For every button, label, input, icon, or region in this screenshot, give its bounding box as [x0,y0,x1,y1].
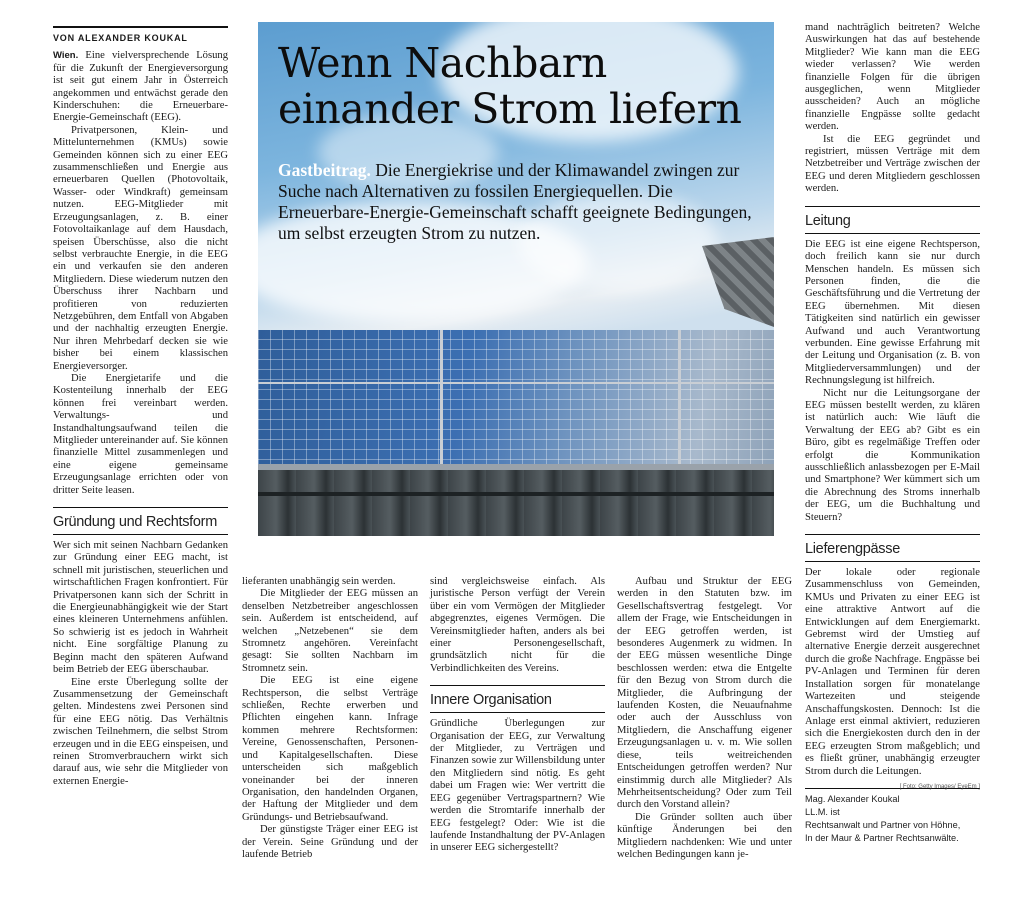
panel-frame [440,330,443,470]
author-bio: Mag. Alexander Koukal LL.M. ist Rechtsanwalt und Partner von Höhne, In der Maur & Partner Rechtsanwälte. [805,788,980,845]
article-column-2 [242,576,418,861]
paragraph: sind vergleichsweise einfach. Als juristische Person verfügt der Verein über ein vom Vermögen der Mitglieder abgegrenztes, eigenes Vermögen. Die Vereinsmitglieder haften, anders als bei einer Personengesellschaft, grundsätzlich nicht für die Verbindlichkeiten des Vereins. [430,576,605,674]
solar-panels [258,330,774,470]
paragraph: Die Energietarife und die Kostenteilung innerhalb der EEG können frei vereinbart werden. Verwaltungs- und Instandhaltungsaufwand teilen die Mitglieder untereinander auf. Sie können finanzielle Mittel zusammenlegen und eine eigene gemeinsame Erzeugungsanlage errichten oder von dritter Seite leasen. [53,372,228,496]
paragraph: Die EEG ist eine eigene Rechtsperson, doch freilich kann sie nur durch Menschen handeln. Es müssen sich Personen finden, die die Geschäftsführung und die Vertretung der EEG übernehmen. Mit diesen Tätigkeiten sind natürlich ein gewisser Aufwand und auch Verantwortung verbunden. Eine gewisse Erfahrung mit der Leitung und Organisation (z. B. von Mitgliederversammlungen) und der Rechnungslegung ist hilfreich. [805,238,980,387]
section-heading-gruendung: Gründung und Rechtsform [53,507,228,535]
lead-kicker: Gastbeitrag. [278,160,371,180]
roof-tiles [258,470,774,536]
article-column-4 [617,576,792,861]
article-column-3 [430,576,605,855]
article-column-1 [53,26,228,788]
panel-frame [258,382,774,384]
paragraph: Wien. Eine vielversprechende Lösung für die Zukunft der Energieversorgung ist seit gut einem Jahr in Österreich angekommen und entwächst gerade den Kinderschuhen: die Erneuerbare-Energie-Gemeinschaft (EEG). [53,50,228,124]
article-column-5 [805,22,980,845]
lead-paragraph: Gastbeitrag. Die Energiekrise und der Klimawandel zwingen zur Suche nach Alternativen zu fossilen Energiequellen. Die Erneuerbare-Energie-Gemeinschaft schafft geeignete Bedingungen, um selbst erzeugten Strom zu nutzen. [278,160,752,243]
byline: VON ALEXANDER KOUKAL [53,26,228,44]
section-heading-innere-organisation: Innere Organisation [430,685,605,713]
headline: Wenn Nachbarn einander Strom liefern [278,39,742,133]
paragraph: Der lokale oder regionale Zusammenschluss von Gemeinden, KMUs und Privaten zu einer EEG ist eine attraktive Antwort auf die Entwicklungen auf dem Energiemarkt. Gebremst wird der Umstieg auf alternative Energie derzeit ausgerechnet durch die große Nachfrage. Engpässe bei PV-Anlagen und Terminen für deren Installation sorgen für monatelange Wartezeiten und steigende Anschaffungskosten. Dennoch: Ist die Anlage erst einmal aktiviert, reduzieren sich die Energiekosten durch den in der EEG erzeugten Strom maßgeblich; und es fließt grüner, unabhängig erzeugter Strom durch die Leitungen. [ Foto: Getty Images/ EyeEm ] [805,567,980,778]
paragraph: Eine erste Überlegung sollte der Zusammensetzung der Gemeinschaft gelten. Mindestens zwei Personen sind für eine EEG nötig. Das Verhältnis zwischen Teilnehmern, die selbst Strom erzeugen und in die EEG einspeisen, und reinen Stromverbrauchern wirkt sich darauf aus, wie sehr die Mitglieder von externen Energie- [53,676,228,787]
photo-credit: [ Foto: Getty Images/ EyeEm ] [899,783,980,790]
paragraph: Die Mitglieder der EEG müssen an denselben Netzbetreiber angeschlossen sein. Außerdem ist entscheidend, auf welchen „Netzebenen“ sie dem Stromnetz angehören. Vereinfacht gesagt: Sie sollten Nachbarn im Stromnetz sein. [242,588,418,674]
paragraph: Die Gründer sollten auch über künftige Änderungen bei den Mitgliedern nachdenken: Wie und unter welchen Bedingungen kann je- [617,811,792,860]
paragraph: Aufbau und Struktur der EEG werden in den Statuten bzw. im Gesellschaftsvertrag festgelegt. Vor allem der Frage, wie Entscheidungen in der EEG getroffen werden, ist besonderes Augenmerk zu widmen. In der EEG müssen wesentliche Dinge beschlossen werden: etwa die Entgelte für den Bezug von Strom durch die Mitglieder, die Aufbringung der laufenden Kosten, die Neuaufnahme oder auch der Ausschluss von Mitgliedern, die Anschaffung eigener Erzeugungsanlagen u. v. m. Wie sollen diese, teils weitreichenden Entscheidungen getroffen werden? Nur einstimmig durch alle Mitglieder? Als Mehrheitsentscheidung? Oder zum Teil durch den Vorstand allein? [617,576,792,811]
dateline: Wien. [53,50,79,62]
paragraph: Privatpersonen, Klein- und Mittelunternehmen (KMUs) sowie Gemeinden können sich zu einer EEG zusammenschließen und Energie aus erneuerbaren Quellen (Photovoltaik, Wasser- oder Windkraft) gemeinsam nutzen. EEG-Mitglieder mit Erzeugungsanlagen, z. B. einer Fotovoltaikanlage auf dem Hausdach, speisen Überschüsse, also die nicht selbst verbrauchte Energie, in die EEG ein und verkaufen sie den anderen Mitgliedern. Diese wiederum nutzen den Überschuss ihrer Nachbarn und profitieren von reduzierten Netzgebühren, dem Entfall von Abgaben und der nachhaltig erzeugten Energie. Nur ihren Mehrbedarf decken sie wie bisher bei einem klassischen Energieversorger. [53,124,228,372]
section-heading-lieferengpaesse: Lieferengpässe [805,534,980,562]
paragraph: Der günstigste Träger einer EEG ist der Verein. Seine Gründung und der laufende Betrieb [242,824,418,860]
paragraph: Gründliche Überlegungen zur Organisation der EEG, zur Verwaltung der Mitglieder, zu Verträgen und Finanzen sowie zur Willensbildung unter den Mitgliedern sind nötig. Es geht dabei um Fragen wie: Wer vertritt die EEG gegenüber Vertragspartnern? Wie werden die Stromtarife innerhalb der EEG festgelegt? Oder: Wie ist die laufende Instandhaltung der PV-Anlagen in unserer EEG sichergestellt? [430,718,605,854]
section-heading-leitung: Leitung [805,206,980,234]
panel-frame [678,330,681,470]
paragraph: Wer sich mit seinen Nachbarn Gedanken zur Gründung einer EEG macht, ist schnell mit juristischen, steuerlichen und wirtschaftlichen Fragen konfrontiert. Für Privatpersonen kann sich der Schritt in die Energieunabhängigkeit wie der Start eines kleineren Unternehmens anfühlen. So schwierig ist es jedoch in Wahrheit nicht. Eine sorgfältige Planung zu Beginn macht den späteren Aufwand beim Betrieb der EEG überschaubar. [53,540,228,676]
hero-image [258,22,774,536]
paragraph: Ist die EEG gegründet und registriert, müssen Verträge mit dem Netzbetreiber und Verträge zwischen der EEG und deren Mitgliedern geschlossen werden. [805,133,980,195]
paragraph: Nicht nur die Leitungsorgane der EEG müssen bestellt werden, zu klären ist natürlich auch: Wie läuft die Verwaltung der EEG ab? Gibt es ein Büro, gibt es regelmäßige Treffen oder erfolgt die Kommunikation ausschließlich anlassbezogen per E-Mail und Smartphone? Wer kümmert sich um die Abrechnung des Stroms innerhalb der EEG, um die Buchhaltung und Steuern? [805,387,980,523]
paragraph: Die EEG ist eine eigene Rechtsperson, die selbst Verträge schließen, Rechte erwerben und Pflichten eingehen kann. Infrage kommen mehrere Rechtsformen: Vereine, Genossenschaften, Personen- und Kapitalgesellschaften. Diese unterscheiden sich maßgeblich voneinander bei der inneren Organisation, den handelnden Organen, der Haftung der Mitglieder und dem Gründungs- und Betriebsaufwand. [242,675,418,823]
paragraph: lieferanten unabhängig sein werden. [242,576,396,587]
paragraph: mand nachträglich beitreten? Welche Auswirkungen hat das auf bestehende Mitglieder? Wie kann man die EEG wieder verlassen? Wie werden finanzielle Folgen für die übrigen ausgeglichen, wenn Mitglieder ausscheiden? Auch an mögliche finanzielle Engpässe sollte gedacht werden. [805,22,980,133]
